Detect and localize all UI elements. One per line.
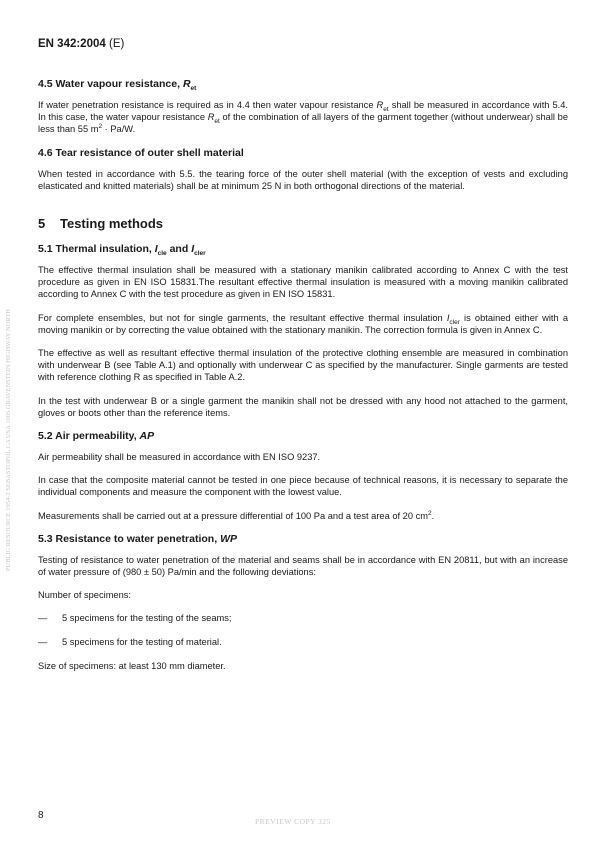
section-5-2-paragraph-2: In case that the composite material cannot be tested in one piece because of technical reasons, it is necessary to separate the individual components and measure the component with the lowest value. — [38, 475, 568, 498]
section-5-1-heading: 5.1 Thermal insulation, $I_{cle}$ and $I_{cler}$ — [38, 243, 206, 258]
section-4-5-heading: 4.5 Water vapour resistance, $R_{et}$ — [38, 78, 197, 93]
page-number: 8 — [38, 810, 44, 821]
chapter-5-heading — [38, 216, 568, 231]
section-5-1-paragraph-4: In the test with underwear B or a single garment the manikin shall not be dressed with any hood not attached to the garment, gloves or boots other than the reference items. — [38, 395, 568, 418]
standard-header — [38, 38, 124, 50]
section-5-2-paragraph-1: Air permeability shall be measured in accordance with EN ISO 9237. — [38, 452, 321, 463]
list-dash: — — [38, 637, 48, 648]
section-5-3-paragraph-3: Size of specimens: at least 130 mm diameter. — [38, 661, 226, 672]
section-5-1-paragraph-2: For complete ensembles, but not for single garments, the resultant effective thermal insulation $I_{cler}$ is obtained either with a moving manikin or by correcting the value obtained with the stationary manikin. The correction formula is given in Annex C. — [38, 312, 568, 335]
chapter-title: Testing methods — [60, 216, 164, 232]
standard-number: EN 342:2004 — [38, 38, 106, 50]
side-watermark: PUBLIC RESOURCE 1954-2 SEBASTOPOL CA USA 1005 GRAVENSTEIN HIGHWAY NORTH — [4, 308, 12, 572]
standard-edition: (E) — [108, 38, 125, 50]
section-5-2-paragraph-3: Measurements shall be carried out at a pressure differential of 100 Pa and a test area of 20 $cm^2$. — [38, 509, 435, 521]
section-5-3-paragraph-1: Testing of resistance to water penetration of the material and seams shall be in accordance with EN 20811, but with an increase of water pressure of (980 ± 50) Pa/min and the following deviations: — [38, 554, 568, 578]
chapter-number: 5 — [38, 216, 46, 232]
list-item-text: 5 specimens for the testing of material. — [62, 637, 222, 648]
section-5-2-heading: 5.2 Air permeability, AP — [38, 430, 155, 443]
list-item — [38, 612, 568, 624]
list-item-text: 5 specimens for the testing of the seams; — [62, 613, 232, 624]
section-5-3-paragraph-2: Number of specimens: — [38, 590, 132, 601]
list-dash: — — [38, 613, 48, 624]
section-4-6-paragraph: When tested in accordance with 5.5. the tearing force of the outer shell material (with the exception of vests and excluding elasticated and knitted materials) shall be at minimum 25 N in both orthogonal directions of the material. — [38, 168, 568, 191]
section-5-3-heading: 5.3 Resistance to water penetration, WP — [38, 532, 237, 545]
section-5-1-paragraph-1: The effective thermal insulation shall be measured with a stationary manikin calibrated according to Annex C with the test procedure as given in EN ISO 15831.The resultant effective thermal insulation is measured with a moving manikin calibrated according to Annex C with the test procedure as given in EN ISO 15831. — [38, 265, 568, 300]
section-5-1-paragraph-3: The effective as well as resultant effective thermal insulation of the protective clothing ensemble are measured in combination with underwear B (see Table A.1) and optionally with underwear C as specified by the manufacturer. Single garments are tested with reference clothing R as specified in Table A.2. — [38, 348, 568, 383]
page-content — [38, 78, 568, 684]
section-4-5-paragraph: If water penetration resistance is required as in 4.4 then water vapour resistance $R_{et}$ shall be measured in accordance with 5.4. In this case, the water vapour resistance $R_{et}$ of the combination of all layers of the garment together (without underwear) shall be less than 55 $m^2 \cdot Pa/W$. — [38, 100, 568, 135]
list-item — [38, 636, 568, 648]
footer-stamp: PREVIEW COPY 325 — [255, 817, 331, 826]
section-4-6-heading: 4.6 Tear resistance of outer shell material — [38, 146, 244, 159]
